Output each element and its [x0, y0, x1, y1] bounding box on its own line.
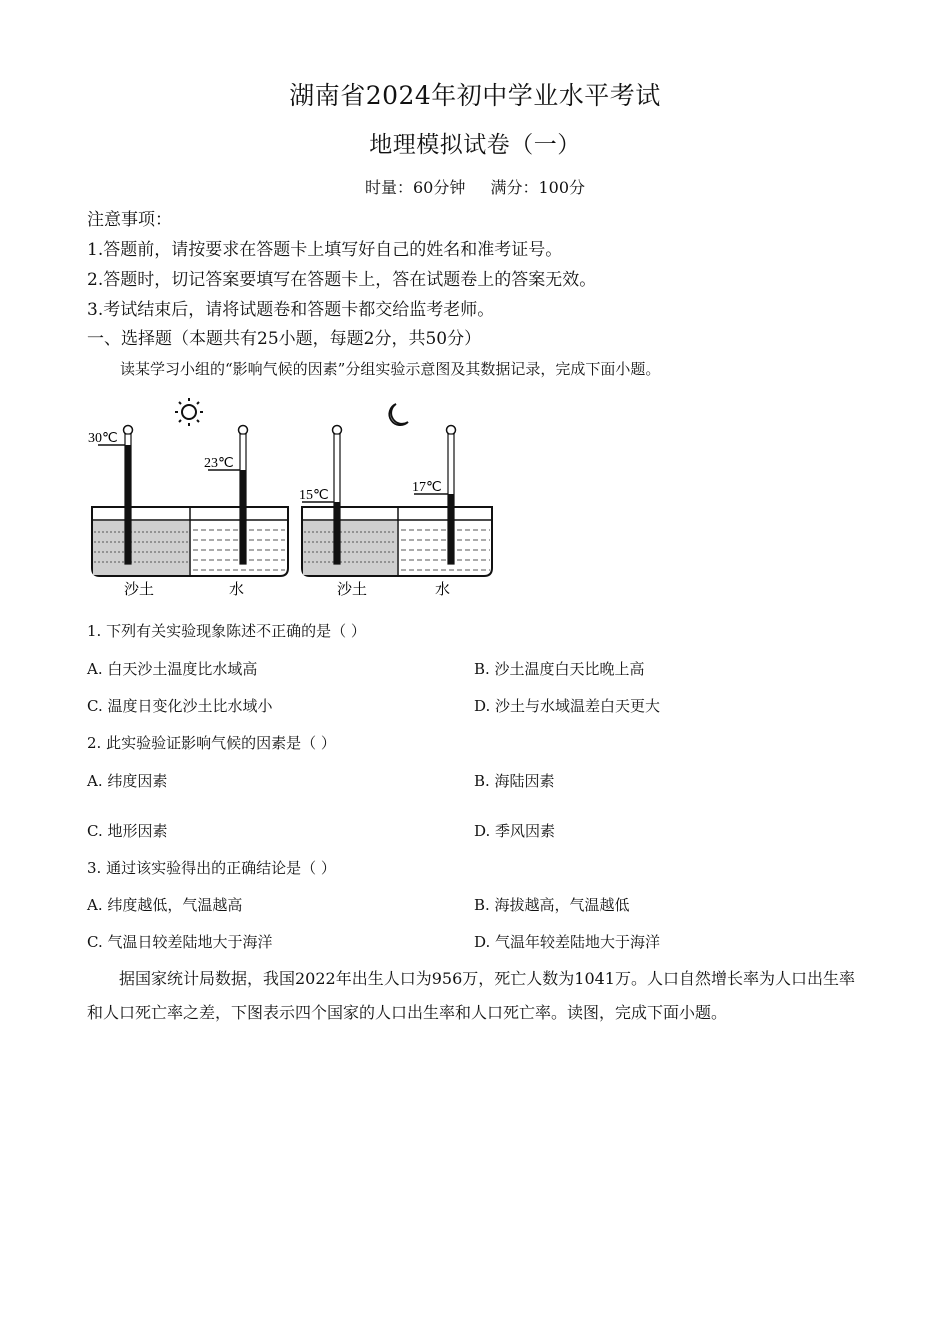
experiment-figure [80, 392, 500, 604]
q1-option-c[interactable]: C. 温度日变化沙土比水域小 [87, 697, 273, 715]
temp-label-1: 30℃ [88, 431, 118, 446]
question-3: 3. 通过该实验得出的正确结论是（ ） [87, 859, 336, 877]
temp-label-2: 23℃ [204, 456, 234, 471]
water-label-2: 水 [435, 580, 451, 598]
q3-option-b[interactable]: B. 海拔越高，气温越低 [474, 896, 630, 914]
moon-icon [389, 404, 408, 425]
notice-item-3: 3.考试结束后，请将试题卷和答题卡都交给监考老师。 [87, 300, 495, 320]
section-intro: 读某学习小组的“影响气候的因素”分组实验示意图及其数据记录，完成下面小题。 [120, 360, 661, 378]
sand-label-2: 沙土 [337, 580, 368, 598]
q2-option-c[interactable]: C. 地形因素 [87, 822, 168, 840]
sand-label-1: 沙土 [124, 580, 155, 598]
passage-population: 据国家统计局数据，我国2022年出生人口为956万，死亡人数为1041万。人口自然增长率为人口出生率和人口死亡率之差，下图表示四个国家的人口出生率和人口死亡率。读图，完成下面小题。 [87, 969, 855, 1022]
section-heading: 一、选择题（本题共有25小题，每题2分，共50分） [87, 329, 482, 349]
sun-icon [175, 398, 203, 426]
exam-time: 时量：60分钟 [364, 178, 466, 197]
q3-option-c[interactable]: C. 气温日较差陆地大于海洋 [87, 933, 273, 951]
q2-option-a[interactable]: A. 纬度因素 [87, 772, 168, 790]
temp-label-4: 17℃ [412, 480, 442, 495]
water-label-1: 水 [229, 580, 245, 598]
q1-option-a[interactable]: A. 白天沙土温度比水域高 [87, 660, 258, 678]
q2-option-b[interactable]: B. 海陆因素 [474, 772, 555, 790]
container-left [92, 507, 288, 576]
temp-label-3: 15℃ [299, 488, 329, 503]
notice-heading: 注意事项： [87, 210, 172, 230]
exam-title: 湖南省2024年初中学业水平考试 [289, 81, 661, 110]
q3-option-d[interactable]: D. 气温年较差陆地大于海洋 [474, 933, 661, 951]
notice-item-2: 2.答题时，切记答案要填写在答题卡上，答在试题卷上的答案无效。 [87, 270, 597, 290]
exam-score: 满分：100分 [490, 178, 585, 197]
exam-time-score [0, 175, 950, 198]
q1-option-d[interactable]: D. 沙土与水域温差白天更大 [474, 697, 661, 715]
q1-option-b[interactable]: B. 沙土温度白天比晚上高 [474, 660, 645, 678]
question-1: 1. 下列有关实验现象陈述不正确的是（ ） [87, 622, 366, 640]
container-right [302, 507, 492, 576]
q2-option-d[interactable]: D. 季风因素 [474, 822, 556, 840]
question-2: 2. 此实验验证影响气候的因素是（ ） [87, 734, 336, 752]
exam-subtitle: 地理模拟试卷（一） [369, 132, 581, 158]
q3-option-a[interactable]: A. 纬度越低，气温越高 [87, 896, 243, 914]
notice-item-1: 1.答题前，请按要求在答题卡上填写好自己的姓名和准考证号。 [87, 240, 563, 260]
